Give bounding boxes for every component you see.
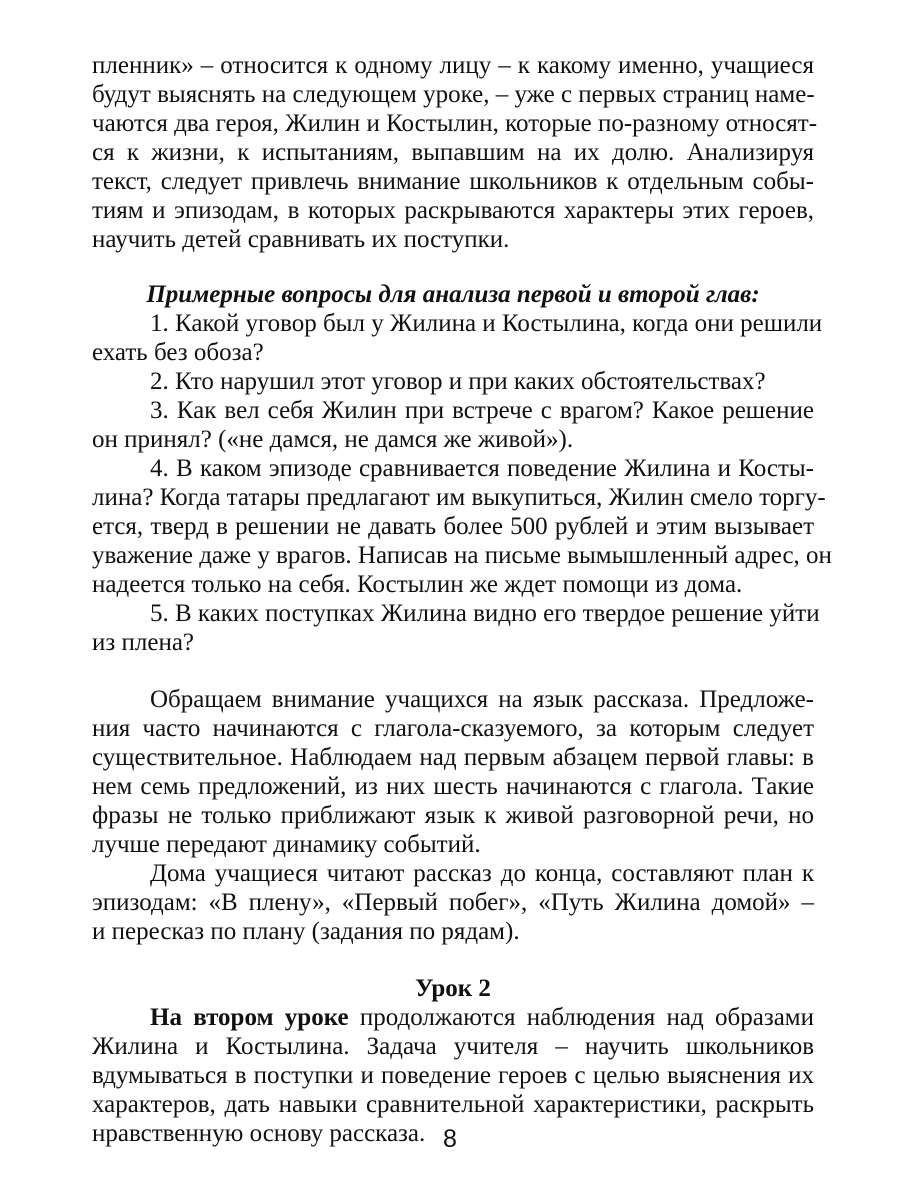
- text-line: ехать без обоза?: [92, 339, 264, 366]
- lesson-lead-rest: продолжаются наблюдения над образами: [348, 1004, 815, 1031]
- questions-heading: Примерные вопросы для анализа первой и второй глав:: [146, 281, 760, 308]
- text-line: и пересказ по плану (задания по рядам).: [92, 918, 520, 945]
- text-line: чаются два героя, Жилин и Костылин, которые по-разному относят-: [92, 110, 818, 137]
- text-line: 5. В каких поступках Жилина видно его твердое решение уйти: [150, 600, 820, 627]
- text-line: Жилина и Костылина. Задача учителя – научить школьников: [92, 1033, 814, 1060]
- text-line: фразы не только приближают язык к живой разговорной речи, но: [92, 802, 814, 829]
- text-line: Дома учащиеся читают рассказ до конца, составляют план к: [150, 860, 814, 887]
- text-line: 3. Как вел себя Жилин при встрече с врагом? Какое решение: [150, 397, 814, 424]
- text-line: ется, тверд в решении не давать более 500 рублей и этим вызывает: [92, 513, 814, 540]
- questions-section: [92, 280, 832, 657]
- page-number: 8: [443, 1125, 457, 1153]
- text-line: эпизодам: «В плену», «Первый побег», «Путь Жилина домой» –: [92, 889, 814, 916]
- intro-paragraph: [92, 51, 818, 254]
- text-line: 1. Какой уговор был у Жилина и Костылина, когда они решили: [150, 310, 823, 337]
- text-line: лина? Когда татары предлагают им выкупиться, Жилин смело торгу-: [92, 484, 826, 511]
- question-item: [92, 309, 823, 367]
- text-line: тиям и эпизодам, в которых раскрываются характеры этих героев,: [92, 197, 814, 224]
- text-line: нем семь предложений, из них шесть начинаются с глагола. Такие: [92, 773, 814, 800]
- lesson-2-section: [92, 974, 814, 1148]
- question-item: [92, 454, 832, 599]
- text-line: из плена?: [92, 629, 195, 656]
- text-line: научить детей сравнивать их поступки.: [92, 226, 510, 253]
- lesson-heading: Урок 2: [415, 975, 491, 1002]
- text-line: существительное. Наблюдаем над первым абзацем первой главы: в: [92, 744, 814, 771]
- question-item: [92, 396, 814, 454]
- language-paragraph: [92, 685, 814, 859]
- text-line: 4. В каком эпизоде сравнивается поведение Жилина и Косты-: [150, 455, 814, 482]
- question-item: [92, 599, 820, 657]
- text-line: Обращаем внимание учащихся на язык рассказа. Предложе-: [150, 686, 814, 713]
- homework-paragraph: [92, 859, 814, 946]
- lesson-lead: На втором уроке: [150, 1004, 349, 1031]
- text-line: характеров, дать навыки сравнительной характеристики, раскрыть: [92, 1091, 814, 1118]
- text-line: вдумываться в поступки и поведение героев с целью выяснения их: [92, 1062, 814, 1089]
- text-line: уважение даже у врагов. Написав на письме вымышленный адрес, он: [92, 542, 832, 569]
- text-line: ся к жизни, к испытаниям, выпавшим на их долю. Анализируя: [92, 139, 814, 166]
- page-body: [92, 51, 832, 1148]
- text-line: [92, 1003, 814, 1032]
- text-line: лучше передают динамику событий.: [92, 831, 481, 858]
- text-line: текст, следует привлечь внимание школьников к отдельным собы-: [92, 168, 814, 195]
- text-line: будут выяснять на следующем уроке, – уже с первых страниц наме-: [92, 81, 815, 108]
- text-line: 2. Кто нарушил этот уговор и при каких обстоятельствах?: [150, 368, 766, 395]
- text-line: надеется только на себя. Костылин же ждет помощи из дома.: [92, 571, 743, 598]
- text-line: нравственную основу рассказа.: [92, 1120, 426, 1147]
- text-line: он принял? («не дамся, не дамся же живой»).: [92, 426, 574, 453]
- text-line: ния часто начинаются с глагола-сказуемого, за которым следует: [92, 715, 814, 742]
- question-item: [92, 367, 814, 396]
- text-line: пленник» – относится к одному лицу – к какому именно, учащиеся: [92, 52, 814, 79]
